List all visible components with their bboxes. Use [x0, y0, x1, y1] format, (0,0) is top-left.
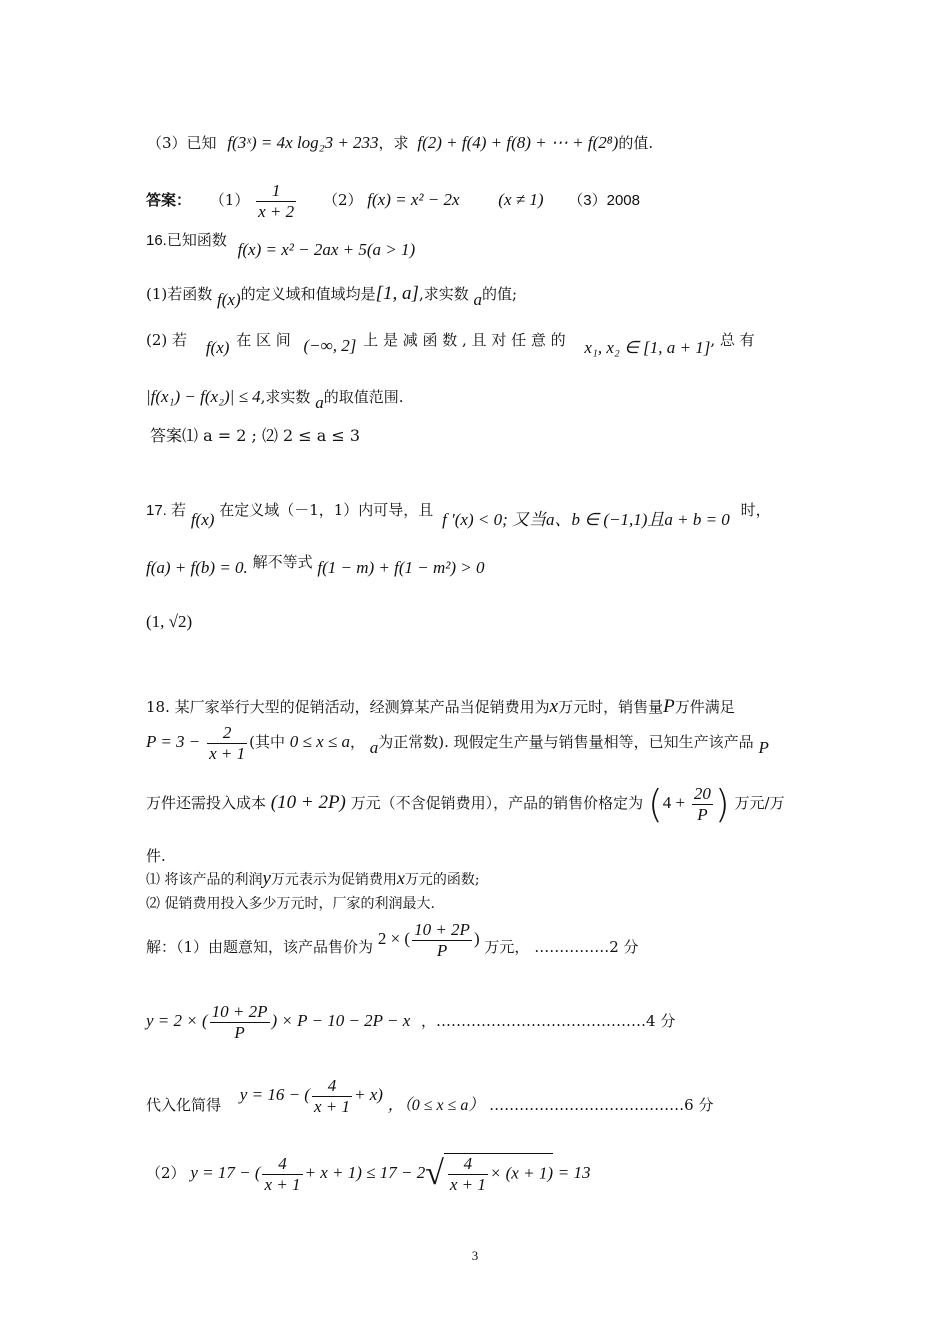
q18-sol4-root-fraction: [448, 1154, 488, 1195]
q15-comma: ，求: [378, 134, 409, 152]
q18-sol1-close: ): [473, 929, 480, 948]
q16-heading-line: [146, 230, 416, 259]
q17-odd-condition: f(a) + f(b) = 0.: [146, 558, 248, 577]
q18-sol1-lead: 2 × (: [377, 929, 411, 948]
fraction-denominator: P: [692, 804, 713, 825]
answer-part2-condition: (x ≠ 1): [498, 190, 544, 209]
q16-part1-a: a: [473, 290, 482, 309]
q18-sub1-prefix: ⑴ 将该产品的利润: [146, 872, 263, 888]
q16-part2-mid: 在 区 间: [236, 331, 291, 349]
q17-tail: 时，: [740, 501, 771, 519]
q18-price-four: 4 +: [662, 793, 686, 812]
q18-a: a: [369, 738, 379, 757]
q16-part2-a: a: [315, 393, 324, 412]
q18-sol2-fraction: [210, 1002, 270, 1043]
q18-solution-line1: [146, 919, 639, 972]
fraction-denominator: x + 2: [258, 201, 295, 221]
q16-part2-prefix: (2) 若: [146, 331, 188, 349]
q18-solution-line2: [146, 996, 675, 1046]
radical-sign: √: [425, 1155, 444, 1192]
q18-P-formula-lead: P = 3 −: [146, 732, 201, 751]
q17-mid: 在定义域（－1，1）内可导，且: [219, 501, 434, 519]
q17-condition: f ′(x) < 0; 又当a、b ∈ (−1,1)且a + b = 0: [442, 510, 730, 529]
q18-P2: P: [758, 738, 769, 757]
fraction-numerator: 4: [278, 1153, 287, 1173]
fraction-denominator: x + 1: [313, 1096, 350, 1116]
answer-part3: （3）2008: [568, 192, 640, 209]
q15-part3-line: [147, 133, 653, 153]
q18-sol3-score: …………………………………6 分: [489, 1096, 714, 1114]
q18-sol4-root-rest: × (x + 1): [489, 1163, 553, 1183]
q18-sol2-rest: ) × P − 10 − 2P − x: [271, 1011, 411, 1030]
fraction-denominator: P: [210, 1022, 270, 1043]
q17-line2: [146, 553, 485, 578]
q18-sol3-range: ，（0 ≤ x ≤ a）: [387, 1097, 485, 1114]
q16-answer: 答案⑴ a = 2 ; ⑵ 2 ≤ a ≤ 3: [150, 426, 361, 445]
q16-part2-tail: , 总 有: [710, 331, 755, 349]
right-paren: ): [714, 782, 730, 826]
fraction-numerator: 20: [693, 783, 711, 803]
q17-line1: [146, 500, 771, 529]
q18-sol1-score: ……………2 分: [534, 938, 639, 956]
q18-cost: (10 + 2P): [270, 792, 346, 813]
fraction-denominator: x + 1: [209, 743, 246, 763]
q18-sol1-prefix: 解：（1）由题意知，该产品售价为: [146, 938, 374, 956]
q16-part2-tail3: 的取值范围.: [323, 388, 404, 406]
q18-sol2-lead: y = 2 × (: [146, 1011, 208, 1030]
q18-line2-comma: ，: [349, 733, 365, 751]
q18-sol4-prefix: （2）: [146, 1164, 186, 1182]
q18-price-fraction: [692, 784, 713, 825]
q18-sub2: ⑵ 促销费用投入多少万元时，厂家的利润最大.: [146, 896, 435, 912]
q18-sol3-lead: y = 16 − (: [239, 1085, 310, 1104]
q18-line1-prefix: 18. 某厂家举行大型的促销活动，经测算某产品当促销费用为: [146, 698, 550, 716]
q16-part1-interval: [1, a]: [375, 283, 419, 304]
answer-part2-label: （2）: [322, 191, 363, 209]
q16-heading: 16.已知函数: [146, 232, 227, 249]
q17-heading: 17. 若: [146, 502, 187, 519]
q15-tail: 的值.: [618, 134, 654, 152]
q16-part1-mid2: ,求实数: [418, 285, 469, 303]
q18-sub1-y: y: [262, 868, 271, 889]
q15-sum-expression: f(2) + f(4) + f(8) + ⋯ + f(2⁸): [417, 133, 619, 152]
q18-sol1-fraction: [412, 920, 472, 961]
q18-sol2-score: ，……………………………………4 分: [421, 1012, 676, 1030]
fraction-numerator: 4: [327, 1075, 337, 1095]
q18-range: 0 ≤ x ≤ a: [289, 732, 350, 751]
fraction-numerator: 10 + 2P: [211, 1001, 268, 1021]
q16-part1-tail: 的值;: [482, 285, 518, 303]
q18-sol4-mid: + x + 1) ≤ 17 − 2: [304, 1163, 426, 1182]
q18-P-fraction: [207, 723, 247, 764]
q18-line1-mid: 万元时，销售量: [558, 698, 664, 716]
q18-sol3-prefix: 代入化简得: [146, 1096, 222, 1114]
q15-part3-label: （3）已知: [147, 134, 217, 152]
q18-line1-tail: 万件满足: [674, 698, 735, 716]
page-number: 3: [471, 1248, 479, 1263]
q18-sol3-fraction: [312, 1076, 352, 1117]
answer-label: 答案：: [146, 191, 192, 209]
answer-part1-fraction: [256, 181, 296, 222]
q16-part2-inequality: |f(x₁) − f(x₂)| ≤ 4: [146, 387, 261, 406]
q15-answer-line: [146, 178, 640, 223]
q18-sub1-mid: 万元表示为促销费用: [270, 872, 397, 888]
q18-sol4-fraction: [262, 1154, 302, 1195]
fraction-numerator: 1: [271, 180, 281, 200]
q18-line3: [146, 778, 785, 829]
q17-inequality: f(1 − m) + f(1 − m²) > 0: [317, 558, 485, 577]
q18-x: x: [549, 696, 559, 717]
q18-sol4-radicand: [444, 1153, 553, 1195]
q18-sub1: [146, 868, 480, 890]
q18-sol1-tail: 万元，: [484, 938, 530, 956]
q18-line3-mid: 万元（不含促销费用），产品的销售价格定为: [350, 794, 644, 812]
q18-line2-tail: 为正常数). 现假定生产量与销售量相等，已知生产该产品: [378, 733, 754, 751]
q16-part2-variables: x₁, x₂ ∈ [1, a + 1]: [584, 338, 711, 357]
q16-part1-prefix: (1)若函数: [146, 285, 213, 303]
fraction-numerator: 10 + 2P: [414, 919, 470, 939]
q16-function: f(x) = x² − 2ax + 5(a > 1): [237, 240, 416, 259]
answer-part1-label: （1）: [209, 191, 250, 209]
q15-given-equation: f(3ˣ) = 4x log₂3 + 233: [227, 133, 379, 152]
q16-part1-f: f(x): [217, 290, 241, 309]
fraction-numerator: 4: [463, 1154, 473, 1173]
q18-line2-mid: (其中: [249, 733, 285, 751]
q17-answer: (1, √2): [146, 612, 193, 631]
q17-f: f(x): [190, 510, 215, 529]
q16-part2-line2: [146, 387, 404, 412]
left-paren: (: [647, 782, 663, 826]
q18-sol3-rest: + x): [353, 1085, 383, 1104]
q16-part1-mid: 的定义域和值域均是: [240, 285, 376, 303]
q16-part2-interval: (−∞, 2]: [303, 336, 357, 355]
q18-line4: 件.: [146, 847, 166, 865]
fraction-denominator: P: [412, 940, 472, 961]
q18-sub1-x: x: [396, 868, 405, 888]
q18-line3-prefix: 万件还需投入成本: [146, 794, 267, 812]
q16-part1-line: [146, 283, 518, 309]
q17-answer-line: [146, 612, 192, 632]
q18-sol4-lead: y = 17 − (: [190, 1163, 261, 1182]
q18-P: P: [663, 696, 675, 717]
fraction-numerator: 2: [222, 722, 232, 742]
q18-sol4-result: = 13: [557, 1163, 591, 1182]
fraction-denominator: x + 1: [264, 1174, 301, 1194]
q16-part2-tail2: ,求实数: [260, 388, 311, 406]
q17-solve-label: 解不等式: [252, 553, 313, 571]
q18-solution-line3: [146, 1070, 713, 1121]
q16-part2-mid2: 上 是 减 函 数 , 且 对 任 意 的: [363, 331, 566, 349]
q18-sub1-tail: 万元的函数;: [404, 872, 480, 888]
q18-line1: [146, 697, 735, 717]
q18-line2: [146, 720, 769, 764]
q18-line3-tail: 万元/万: [734, 794, 785, 812]
answer-part2-formula: f(x) = x² − 2x: [367, 190, 460, 209]
q18-solution-line4: [146, 1148, 591, 1199]
q16-part2-line: [146, 330, 806, 357]
q16-part2-f: f(x): [205, 338, 230, 357]
fraction-denominator: x + 1: [449, 1175, 486, 1194]
